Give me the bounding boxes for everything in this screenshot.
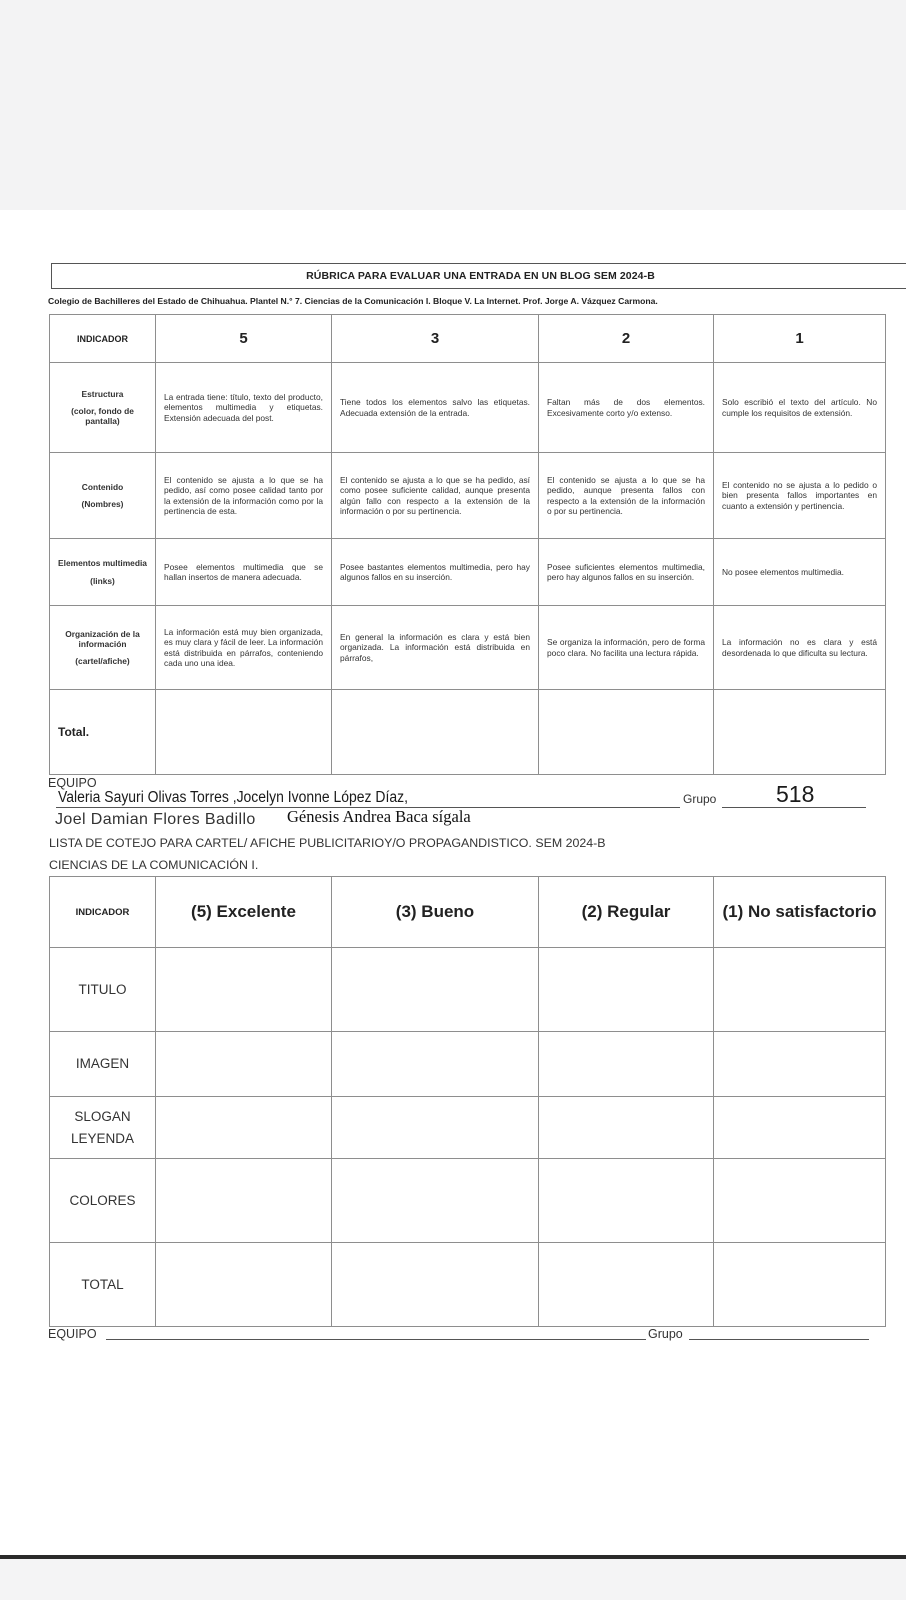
checklist-cell[interactable]	[714, 1032, 886, 1097]
rubric-cell: Posee suficientes elementos multimedia, pero hay algunos fallos en su inserción.	[539, 539, 714, 606]
checklist-header-bueno: (3) Bueno	[332, 877, 539, 948]
rubric-total-cell[interactable]	[539, 690, 714, 775]
checklist-cell[interactable]	[332, 1159, 539, 1243]
team1-grupo-value: 518	[776, 781, 815, 807]
rubric-total-cell[interactable]	[156, 690, 332, 775]
indicator-sub: (color, fondo de pantalla)	[71, 405, 134, 427]
indicator-sub: (Nombres)	[81, 499, 124, 509]
checklist-indicator: TOTAL	[50, 1243, 156, 1327]
rubric-total-cell[interactable]	[714, 690, 886, 775]
checklist-row-titulo	[50, 948, 886, 1032]
indicator-name: Contenido	[81, 481, 124, 492]
checklist-cell[interactable]	[539, 1159, 714, 1243]
indicator-name: Estructura	[81, 388, 124, 399]
rubric-row-organizacion	[50, 606, 886, 690]
rubric-cell: El contenido se ajusta a lo que se ha pedido, así como posee suficiente calidad, aunque presenta algún fallo con respecto a la extensión de la información o por su pertinencia.	[332, 453, 539, 539]
indicator-sub: (links)	[90, 575, 115, 586]
checklist-cell[interactable]	[539, 1097, 714, 1159]
rubric-header-score-5: 5	[156, 315, 332, 363]
checklist-cell[interactable]	[156, 948, 332, 1032]
rubric-title: RÚBRICA PARA EVALUAR UNA ENTRADA EN UN BLOG SEM 2024-B	[51, 263, 906, 289]
checklist-cell[interactable]	[539, 1032, 714, 1097]
indicator-name: Organización de la información	[65, 628, 140, 649]
bottom-margin	[0, 1559, 906, 1600]
rubric-cell: En general la información es clara y está bien organizada. La información está distribuida en párrafos,	[332, 606, 539, 690]
checklist-indicator: TITULO	[50, 948, 156, 1032]
rubric-cell: No posee elementos multimedia.	[714, 539, 886, 606]
rubric-cell: Posee bastantes elementos multimedia, pero hay algunos fallos en su inserción.	[332, 539, 539, 606]
checklist-indicator: COLORES	[50, 1159, 156, 1243]
checklist-cell[interactable]	[714, 1097, 886, 1159]
rubric-indicator	[50, 606, 156, 690]
rubric-cell: Faltan más de dos elementos. Excesivamente corto y/o extenso.	[539, 363, 714, 453]
checklist-title: LISTA DE COTEJO PARA CARTEL/ AFICHE PUBLICITARIOY/O PROPAGANDISTICO. SEM 2024-B	[49, 836, 606, 850]
checklist-cell[interactable]	[714, 948, 886, 1032]
rubric-subtitle: Colegio de Bachilleres del Estado de Chihuahua. Plantel N.° 7. Ciencias de la Comunicación I. Bloque V. La Internet. Prof. Jorge A. Vázquez Carmona.	[48, 296, 658, 306]
checklist-cell[interactable]	[539, 1243, 714, 1327]
indicator-name: Elementos multimedia	[58, 558, 147, 569]
checklist-header-excelente: (5) Excelente	[156, 877, 332, 948]
team2-underline[interactable]	[106, 1339, 646, 1340]
rubric-header-score-1: 1	[714, 315, 886, 363]
rubric-cell: La información no es clara y está desordenada lo que dificulta su lectura.	[714, 606, 886, 690]
team1-grupo-label: Grupo	[683, 792, 717, 806]
team1-names-line1: Valeria Sayuri Olivas Torres ,Jocelyn Ivonne López Díaz,	[58, 789, 408, 806]
checklist-cell[interactable]	[332, 948, 539, 1032]
checklist-indicator: SLOGAN LEYENDA	[50, 1097, 156, 1159]
checklist-cell[interactable]	[539, 948, 714, 1032]
checklist-header-regular: (2) Regular	[539, 877, 714, 948]
checklist-cell[interactable]	[332, 1032, 539, 1097]
checklist-row-imagen	[50, 1032, 886, 1097]
rubric-total-label: Total.	[50, 690, 156, 775]
rubric-row-estructura	[50, 363, 886, 453]
checklist-header-row	[50, 877, 886, 948]
team2-grupo-label: Grupo	[648, 1327, 683, 1341]
rubric-indicator	[50, 539, 156, 606]
checklist-header-indicador: INDICADOR	[50, 877, 156, 948]
team2-grupo-underline[interactable]	[689, 1339, 869, 1340]
team2-label: EQUIPO	[48, 1327, 97, 1341]
rubric-cell: El contenido no se ajusta a lo pedido o bien presenta fallos importantes en cuanto a extensión y pertinencia.	[714, 453, 886, 539]
checklist-cell[interactable]	[332, 1097, 539, 1159]
checklist-row-colores	[50, 1159, 886, 1243]
rubric-total-cell[interactable]	[332, 690, 539, 775]
rubric-header-row	[50, 315, 886, 363]
rubric-indicator	[50, 453, 156, 539]
checklist-table	[49, 876, 886, 1327]
rubric-cell: Se organiza la información, pero de forma poco clara. No facilita una lectura rápida.	[539, 606, 714, 690]
rubric-cell: La información está muy bien organizada, es muy clara y fácil de leer. La información está distribuida en párrafos, conteniendo cada uno una idea.	[156, 606, 332, 690]
rubric-cell: Posee elementos multimedia que se hallan insertos de manera adecuada.	[156, 539, 332, 606]
checklist-cell[interactable]	[332, 1243, 539, 1327]
rubric-header-score-3: 3	[332, 315, 539, 363]
top-margin	[0, 0, 906, 210]
team1-label: EQUIPO	[48, 776, 97, 790]
rubric-header-score-2: 2	[539, 315, 714, 363]
rubric-row-total	[50, 690, 886, 775]
checklist-subject: CIENCIAS DE LA COMUNICACIÓN I.	[49, 858, 259, 872]
checklist-row-total	[50, 1243, 886, 1327]
checklist-cell[interactable]	[156, 1243, 332, 1327]
indicator-sub: (cartel/afiche)	[75, 656, 130, 667]
rubric-row-multimedia	[50, 539, 886, 606]
rubric-table	[49, 314, 886, 775]
checklist-cell[interactable]	[714, 1243, 886, 1327]
rubric-cell: La entrada tiene: título, texto del producto, elementos multimedia y etiquetas. Extensión adecuada del post.	[156, 363, 332, 453]
checklist-row-slogan	[50, 1097, 886, 1159]
rubric-header-indicador: INDICADOR	[50, 315, 156, 363]
checklist-cell[interactable]	[156, 1159, 332, 1243]
team1-names-line2: Joel Damian Flores Badillo	[55, 811, 256, 828]
rubric-cell: Tiene todos los elementos salvo las etiquetas. Adecuada extensión de la entrada.	[332, 363, 539, 453]
rubric-cell: El contenido se ajusta a lo que se ha pedido, así como posee calidad tanto por la extensión de la información como por la pertinencia de esta.	[156, 453, 332, 539]
team1-names-line3: Génesis Andrea Baca sígala	[287, 807, 471, 826]
checklist-cell[interactable]	[156, 1032, 332, 1097]
checklist-cell[interactable]	[714, 1159, 886, 1243]
rubric-row-contenido	[50, 453, 886, 539]
rubric-indicator	[50, 363, 156, 453]
rubric-cell: El contenido se ajusta a lo que se ha pedido, aunque presenta fallos con respecto a la extensión de la información o por su pertinencia.	[539, 453, 714, 539]
checklist-indicator: IMAGEN	[50, 1032, 156, 1097]
checklist-cell[interactable]	[156, 1097, 332, 1159]
rubric-cell: Solo escribió el texto del artículo. No cumple los requisitos de extensión.	[714, 363, 886, 453]
checklist-header-no-satisfactorio: (1) No satisfactorio	[714, 877, 886, 948]
